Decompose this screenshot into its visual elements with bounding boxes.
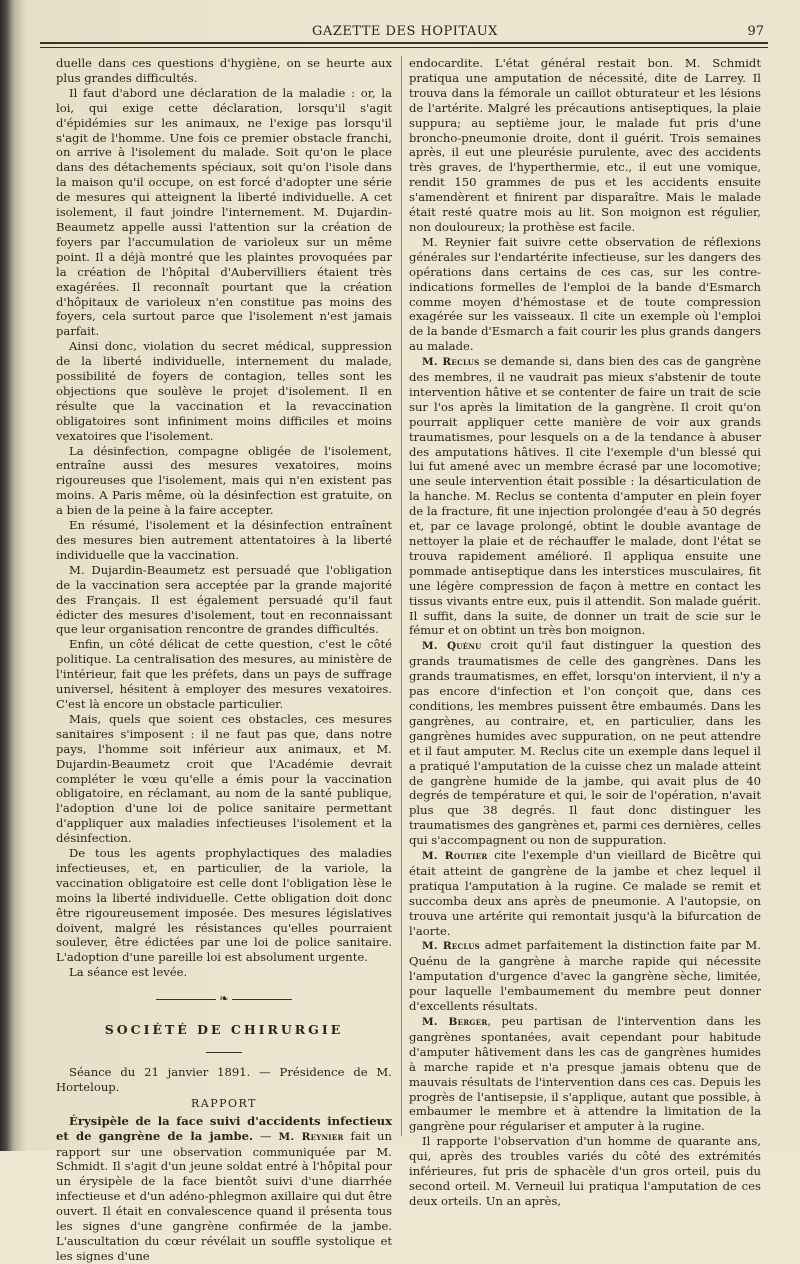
session-line: Séance du 21 janvier 1891. — Présidence de M. Horteloup.: [56, 1065, 392, 1094]
report-paragraph: Érysipèle de la face suivi d'accidents infectieux et de gangrène de la jambe. — M. Reynier fait un rapport sur une observation communiquée par M. Schmidt. Il s'agit d'un jeune soldat entré à l'hôpital pour un érysipèle de la face bientôt suivi d'une diarrhée infectieuse et d'un adéno-phlegmon axillaire qui dut être ouvert. Il était en convalescence quand il présenta tous les signes d'une gangrène confirmée de la jambe. L'auscultation du cœur révélait un souffle systolique et les signes d'une: [56, 1113, 392, 1263]
paragraph: M. Berger, peu partisan de l'intervention dans les gangrènes spontanées, avait cependant pour habitude d'amputer hâtivement dans les cas de gangrènes humides à marche rapide et n'a presque jamais obtenu que de mauvais résultats de l'intervention dans ces cas. Depuis les progrès de l'antisepsie, il s'applique, autant que possible, à embaumer le membre et à attendre la limitation de la gangrène pour régulariser et amputer à la rugine.: [409, 1014, 761, 1134]
right-column: [409, 56, 761, 1209]
paragraph: De tous les agents prophylactiques des maladies infectieuses, et, en particulier, de la variole, la vaccination obligatoire est celle dont l'obligation lèse le moins la liberté individuelle. Cette obligation doit donc être rigoureusement imposée. Des mesures législatives doivent, malgré les résistances qu'elles pourraient soulever, être édictées par une loi de police sanitaire. L'adoption d'une pareille loi est absolument urgente.: [56, 846, 392, 965]
short-rule: [206, 1052, 242, 1053]
page-number: 97: [747, 24, 764, 39]
paragraph: [409, 638, 761, 848]
speaker-name: M. Quénu: [422, 640, 482, 653]
paragraph: Enfin, un côté délicat de cette question, c'est le côté politique. La centralisation des mesures, au ministère de l'intérieur, fait que les préfets, dans un pays de suffrage universel, hésitent à employer des mesures vexatoires. C'est là encore un obstacle particulier.: [56, 637, 392, 711]
running-title: GAZETTE DES HOPITAUX: [312, 24, 498, 39]
speaker-name: M. Berger: [422, 1016, 488, 1028]
paragraph: M. Reynier fait suivre cette observation de réflexions générales sur l'endartérite infectieuse, sur les dangers des opérations dans certains de ces cas, sur les contre-indications formelles de l'emploi de la bande d'Esmarch comme moyen d'hémostase et de toute compression exagérée sur les vaisseaux. Il cite un exemple où l'emploi de la bande d'Esmarch a fait courir les plus grands dangers au malade.: [409, 234, 761, 354]
paragraph-text: cite l'exemple d'un vieillard de Bicêtre qui était atteint de gangrène de la jambe et chez lequel il pratiqua l'amputation à la rugine. Ce malade se remit et succomba deux ans après de pneumonie. A l'autopsie, on trouva une artérite qui remontait jusqu'à la bifurcation de l'aorte.: [409, 848, 761, 938]
paragraph-text: se demande si, dans bien des cas de gangrène des membres, il ne vaudrait pas mieux s'abstenir de toute intervention hâtive et se contenter de faire un trait de scie sur l'os après la limitation de la gangrène. Il croit qu'on pourrait appliquer cette manière de voir aux grands traumatismes, pour lesquels on a de la tendance à abuser des amputations hâtives. Il cite l'exemple d'un blessé qui lui fut amené avec un membre écrasé par une locomotive; une seule intervention était possible : la désarticulation de la hanche. M. Reclus se contenta d'amputer en plein foyer de la fracture, fit une injection prolongée d'eau à 50 degrés et, par ce lavage prolongé, obtint le double avantage de nettoyer la plaie et de réchauffer le malade, dont l'état se trouva rapidement amélioré. Il appliqua ensuite une pommade antiseptique dans les interstices musculaires, fit une légère compression de façon à mettre en contact les tissus vivants entre eux, puis il attendit. Son malade guérit. Il suffit, dans la suite, de donner un trait de scie sur le fémur et on obtint un très bon moignon.: [409, 354, 762, 638]
report-text: fait un rapport sur une observation communiquée par M. Schmidt. Il s'agit d'un jeune soldat entré à l'hôpital pour un érysipèle de la face bientôt suivi d'une diarrhée infectieuse et d'un adéno-phlegmon axillaire qui dut être ouvert. Il était en convalescence quand il présenta tous les signes d'une gangrène confirmée de la jambe. L'auscultation du cœur révélait un souffle systolique et les signes d'une: [56, 1128, 392, 1263]
header-rule-thin: [40, 47, 768, 48]
speaker-name: M. Routier: [422, 850, 488, 863]
paragraph: Mais, quels que soient ces obstacles, ces mesures sanitaires s'imposent : il ne faut pas que, dans notre pays, l'homme soit inférieur aux animaux, et M. Dujardin-Beaumetz croit que l'Académie devrait compléter le vœu qu'elle a émis pour la vaccination obligatoire, en réclamant, au nom de la santé publique, l'adoption d'une loi de police sanitaire permettant d'appliquer aux maladies infectieuses l'isolement et la désinfection.: [56, 711, 392, 846]
paragraph: La séance est levée.: [69, 965, 188, 980]
paragraph: Il rapporte l'observation d'un homme de quarante ans, qui, après des troubles variés du côté des extrémités inférieures, fut pris de sphacèle d'un gros orteil, puis du second orteil. M. Verneuil lui pratiqua l'amputation de ces deux orteils. Un an après,: [409, 1134, 761, 1208]
paragraph: La désinfection, compagne obligée de l'isolement, entraîne aussi des mesures vexatoires, moins rigoureuses que l'isolement, mais qui n'en existent pas moins. A Paris même, où la désinfection est gratuite, on a bien de la peine à la faire accepter.: [56, 443, 392, 518]
ornamental-divider: ❧: [56, 992, 392, 1007]
report-title: Érysipèle de la face suivi d'accidents infectieux et de gangrène de la jambe.: [56, 1113, 392, 1143]
speaker-name: M. Reclus: [422, 940, 481, 953]
section-title: SOCIÉTÉ DE CHIRURGIE: [104, 1022, 344, 1038]
paragraph: [409, 848, 761, 938]
paragraph: M. Dujardin-Beaumetz est persuadé que l'obligation de la vaccination sera acceptée par la grande majorité des Français. Il est également persuadé qu'il faut édicter des mesures d'isolement, tout en reconnaissant que leur organisation rencontre de grandes difficultés.: [56, 562, 392, 637]
paragraph: duelle dans ces questions d'hygiène, on se heurte aux plus grandes difficultés.: [56, 56, 392, 85]
column-divider: [401, 56, 402, 1136]
paragraph-text: peu partisan de l'intervention dans les gangrènes spontanées, avait cependant pour habitude d'amputer hâtivement dans les cas de gangrènes humides à marche rapide et n'a presque jamais obtenu que de mauvais résultats de l'intervention dans ces cas. Depuis les progrès de l'antisepsie, il s'applique, autant que possible, à embaumer le membre et à attendre la limitation de la gangrène pour régulariser et amputer à la rugine.: [409, 1014, 761, 1134]
header-rule: [40, 42, 768, 44]
report-author: M. Reynier: [278, 1130, 344, 1143]
paragraph-text: admet parfaitement la distinction faite par M. Quénu de la gangrène à marche rapide qui nécessite l'amputation d'urgence d'avec la gangrène sèche, limitée, pour laquelle l'embaumement du membre peut donner d'excellents résultats.: [409, 938, 761, 1014]
left-column: [56, 56, 392, 1264]
speaker-name: M. Reclus: [422, 356, 480, 369]
paragraph: endocardite. L'état général restait bon. M. Schmidt pratiqua une amputation de nécessité, dite de Larrey. Il trouva dans la fémorale un caillot obturateur et les lésions de l'artérite. Malgré les précautions antiseptiques, la plaie suppura; au septième jour, le malade fut pris d'une broncho-pneumonie droite, dont il guérit. Trois semaines après, il eut une pleurésie purulente, avec des accidents très graves, de l'hyperthermie, etc., il eut une vomique, rendit 150 grammes de pus et les accidents ensuite s'amendèrent et finirent par disparaître. Mais le malade était resté quatre mois au lit. Son moignon est régulier, non douloureux; la prothèse est facile.: [409, 56, 761, 234]
paragraph: Ainsi donc, violation du secret médical, suppression de la liberté individuelle, internement du malade, possibilité de foyers de contagion, telles sont les objections que soulève le projet d'isolement. Il en résulte que la vaccination et la revaccination obligatoires sont infiniment moins difficiles et moins vexatoires que l'isolement.: [56, 339, 392, 443]
paragraph-text: croit qu'il faut distinguer la question des grands traumatismes de celle des gangrènes. Dans les grands traumatismes, en effet, lorsqu'on intervient, il n'y a pas encore d'infection et l'on conçoit que, dans ces conditions, les membres puissent être embaumés. Dans les gangrènes, au contraire, et, en particulier, dans les gangrènes humides avec suppuration, on ne peut attendre et il faut amputer. M. Reclus cite un exemple dans lequel il a pratiqué l'amputation de la cuisse chez un malade atteint de gangrène humide de la jambe, qui avait plus de 40 degrés de température et qui, le soir de l'opération, n'avait plus que 38 degrés. Il faut donc distinguer les traumatismes des gangrènes et, parmi ces dernières, celles qui s'accompagnent ou non de suppuration.: [409, 638, 761, 848]
paragraph: [409, 938, 761, 1014]
paragraph: [409, 354, 761, 638]
paragraph: Il faut d'abord une déclaration de la maladie : or, la loi, qui exige cette déclaration, lorsqu'il s'agit d'épidémies sur les animaux, ne l'exige pas lorsqu'il s'agit de l'homme. Une fois ce premier obstacle franchi, on arrive à l'isolement du malade. Soit qu'on le place dans des détachements spéciaux, soit qu'on l'isole dans la maison qu'il occupe, on est forcé d'adopter une série de mesures qui atteignent la liberté individuelle. A cet isolement, il faut joindre l'internement. M. Dujardin-Beaumetz appelle aussi l'attention sur la création de foyers par l'accumulation de varioleux sur un même point. Il a déjà montré que les plaintes provoquées par la création de l'hôpital d'Aubervilliers étaient très exagérées. Il reconnaît pourtant que la création d'hôpitaux de varioleux n'en constitue pas moins des foyers, cela surtout parce que l'isolement n'est jamais parfait.: [56, 85, 392, 339]
rapport-heading: RAPPORT: [191, 1096, 257, 1110]
paragraph: En résumé, l'isolement et la désinfection entraînent des mesures bien autrement attentatoires à la liberté individuelle que la vaccination.: [56, 518, 392, 562]
